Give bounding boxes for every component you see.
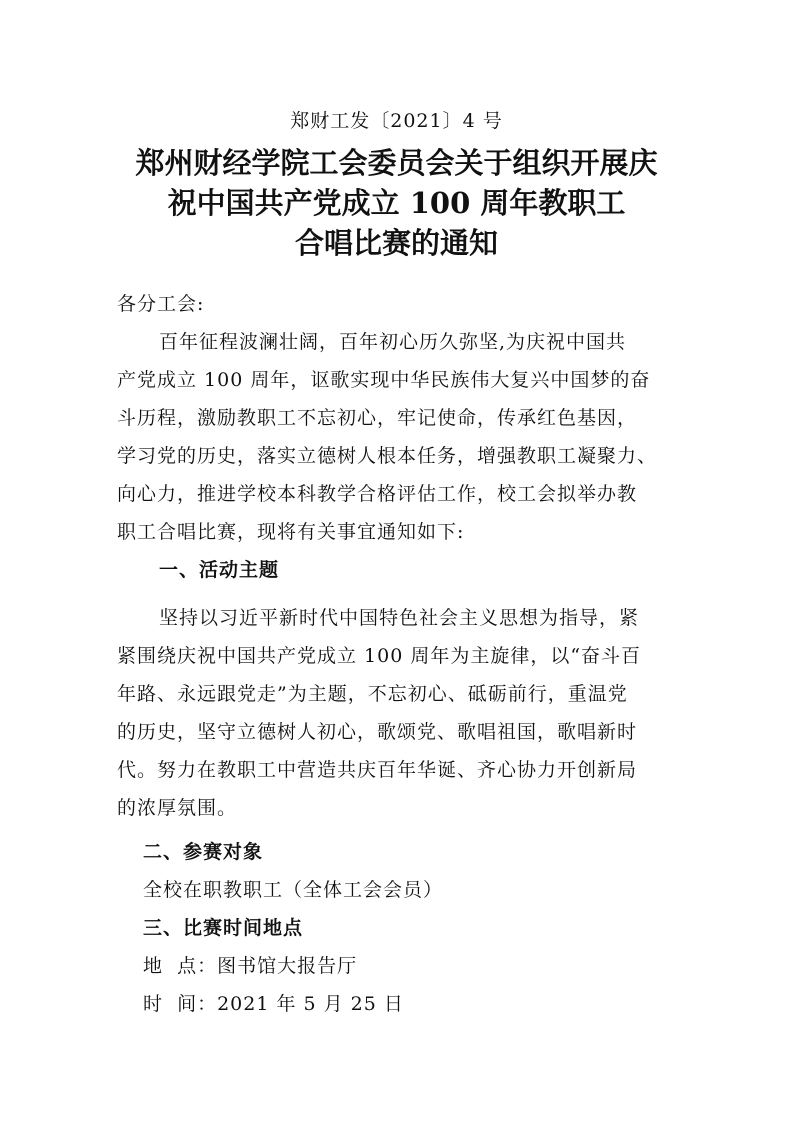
paragraph-line: 百年征程波澜壮阔，百年初心历久弥坚,为庆祝中国共 bbox=[159, 331, 627, 353]
intro-paragraph bbox=[117, 323, 687, 551]
title-line: 祝中国共产党成立 100 周年教职工 bbox=[167, 186, 626, 220]
theme-paragraph bbox=[117, 599, 687, 827]
paragraph-line: 紧围绕庆祝中国共产党成立 100 周年为主旋律，以“奋斗百 bbox=[117, 645, 642, 667]
paragraph-line: 职工合唱比赛，现将有关事宜通知如下: bbox=[117, 521, 465, 543]
time-line: 时 间：2021 年 5 月 25 日 bbox=[143, 993, 404, 1015]
document-title bbox=[0, 143, 793, 263]
title-line: 郑州财经学院工会委员会关于组织开展庆 bbox=[135, 146, 658, 180]
document-number: 郑财工发〔2021〕4 号 bbox=[290, 110, 503, 132]
participants-text: 全校在职教职工（全体工会会员） bbox=[143, 879, 444, 901]
paragraph-line: 斗历程，激励教职工不忘初心，牢记使命，传承红色基因， bbox=[117, 407, 638, 429]
document-body bbox=[117, 285, 687, 1023]
title-line: 合唱比赛的通知 bbox=[294, 226, 498, 260]
paragraph-line: 产党成立 100 周年，讴歌实现中华民族伟大复兴中国梦的奋 bbox=[117, 369, 651, 391]
paragraph-line: 年路、永远跟党走”为主题，不忘初心、砥砺前行，重温党 bbox=[117, 683, 628, 705]
section-heading-time-place: 三、比赛时间地点 bbox=[143, 917, 304, 939]
section-heading-theme: 一、活动主题 bbox=[159, 559, 280, 581]
paragraph-line: 的浓厚氛围。 bbox=[117, 797, 238, 819]
paragraph-line: 坚持以习近平新时代中国特色社会主义思想为指导，紧 bbox=[159, 607, 640, 629]
place-line: 地 点：图书馆大报告厅 bbox=[143, 955, 358, 977]
section-heading-participants: 二、参赛对象 bbox=[143, 841, 264, 863]
salutation: 各分工会: bbox=[117, 293, 205, 315]
paragraph-line: 向心力，推进学校本科教学合格评估工作，校工会拟举办教 bbox=[117, 483, 638, 505]
paragraph-line: 的历史，坚守立德树人初心，歌颂党、歌唱祖国，歌唱新时 bbox=[117, 721, 638, 743]
paragraph-line: 学习党的历史，落实立德树人根本任务，增强教职工凝聚力、 bbox=[117, 445, 658, 467]
paragraph-line: 代。努力在教职工中营造共庆百年华诞、齐心协力开创新局 bbox=[117, 759, 638, 781]
